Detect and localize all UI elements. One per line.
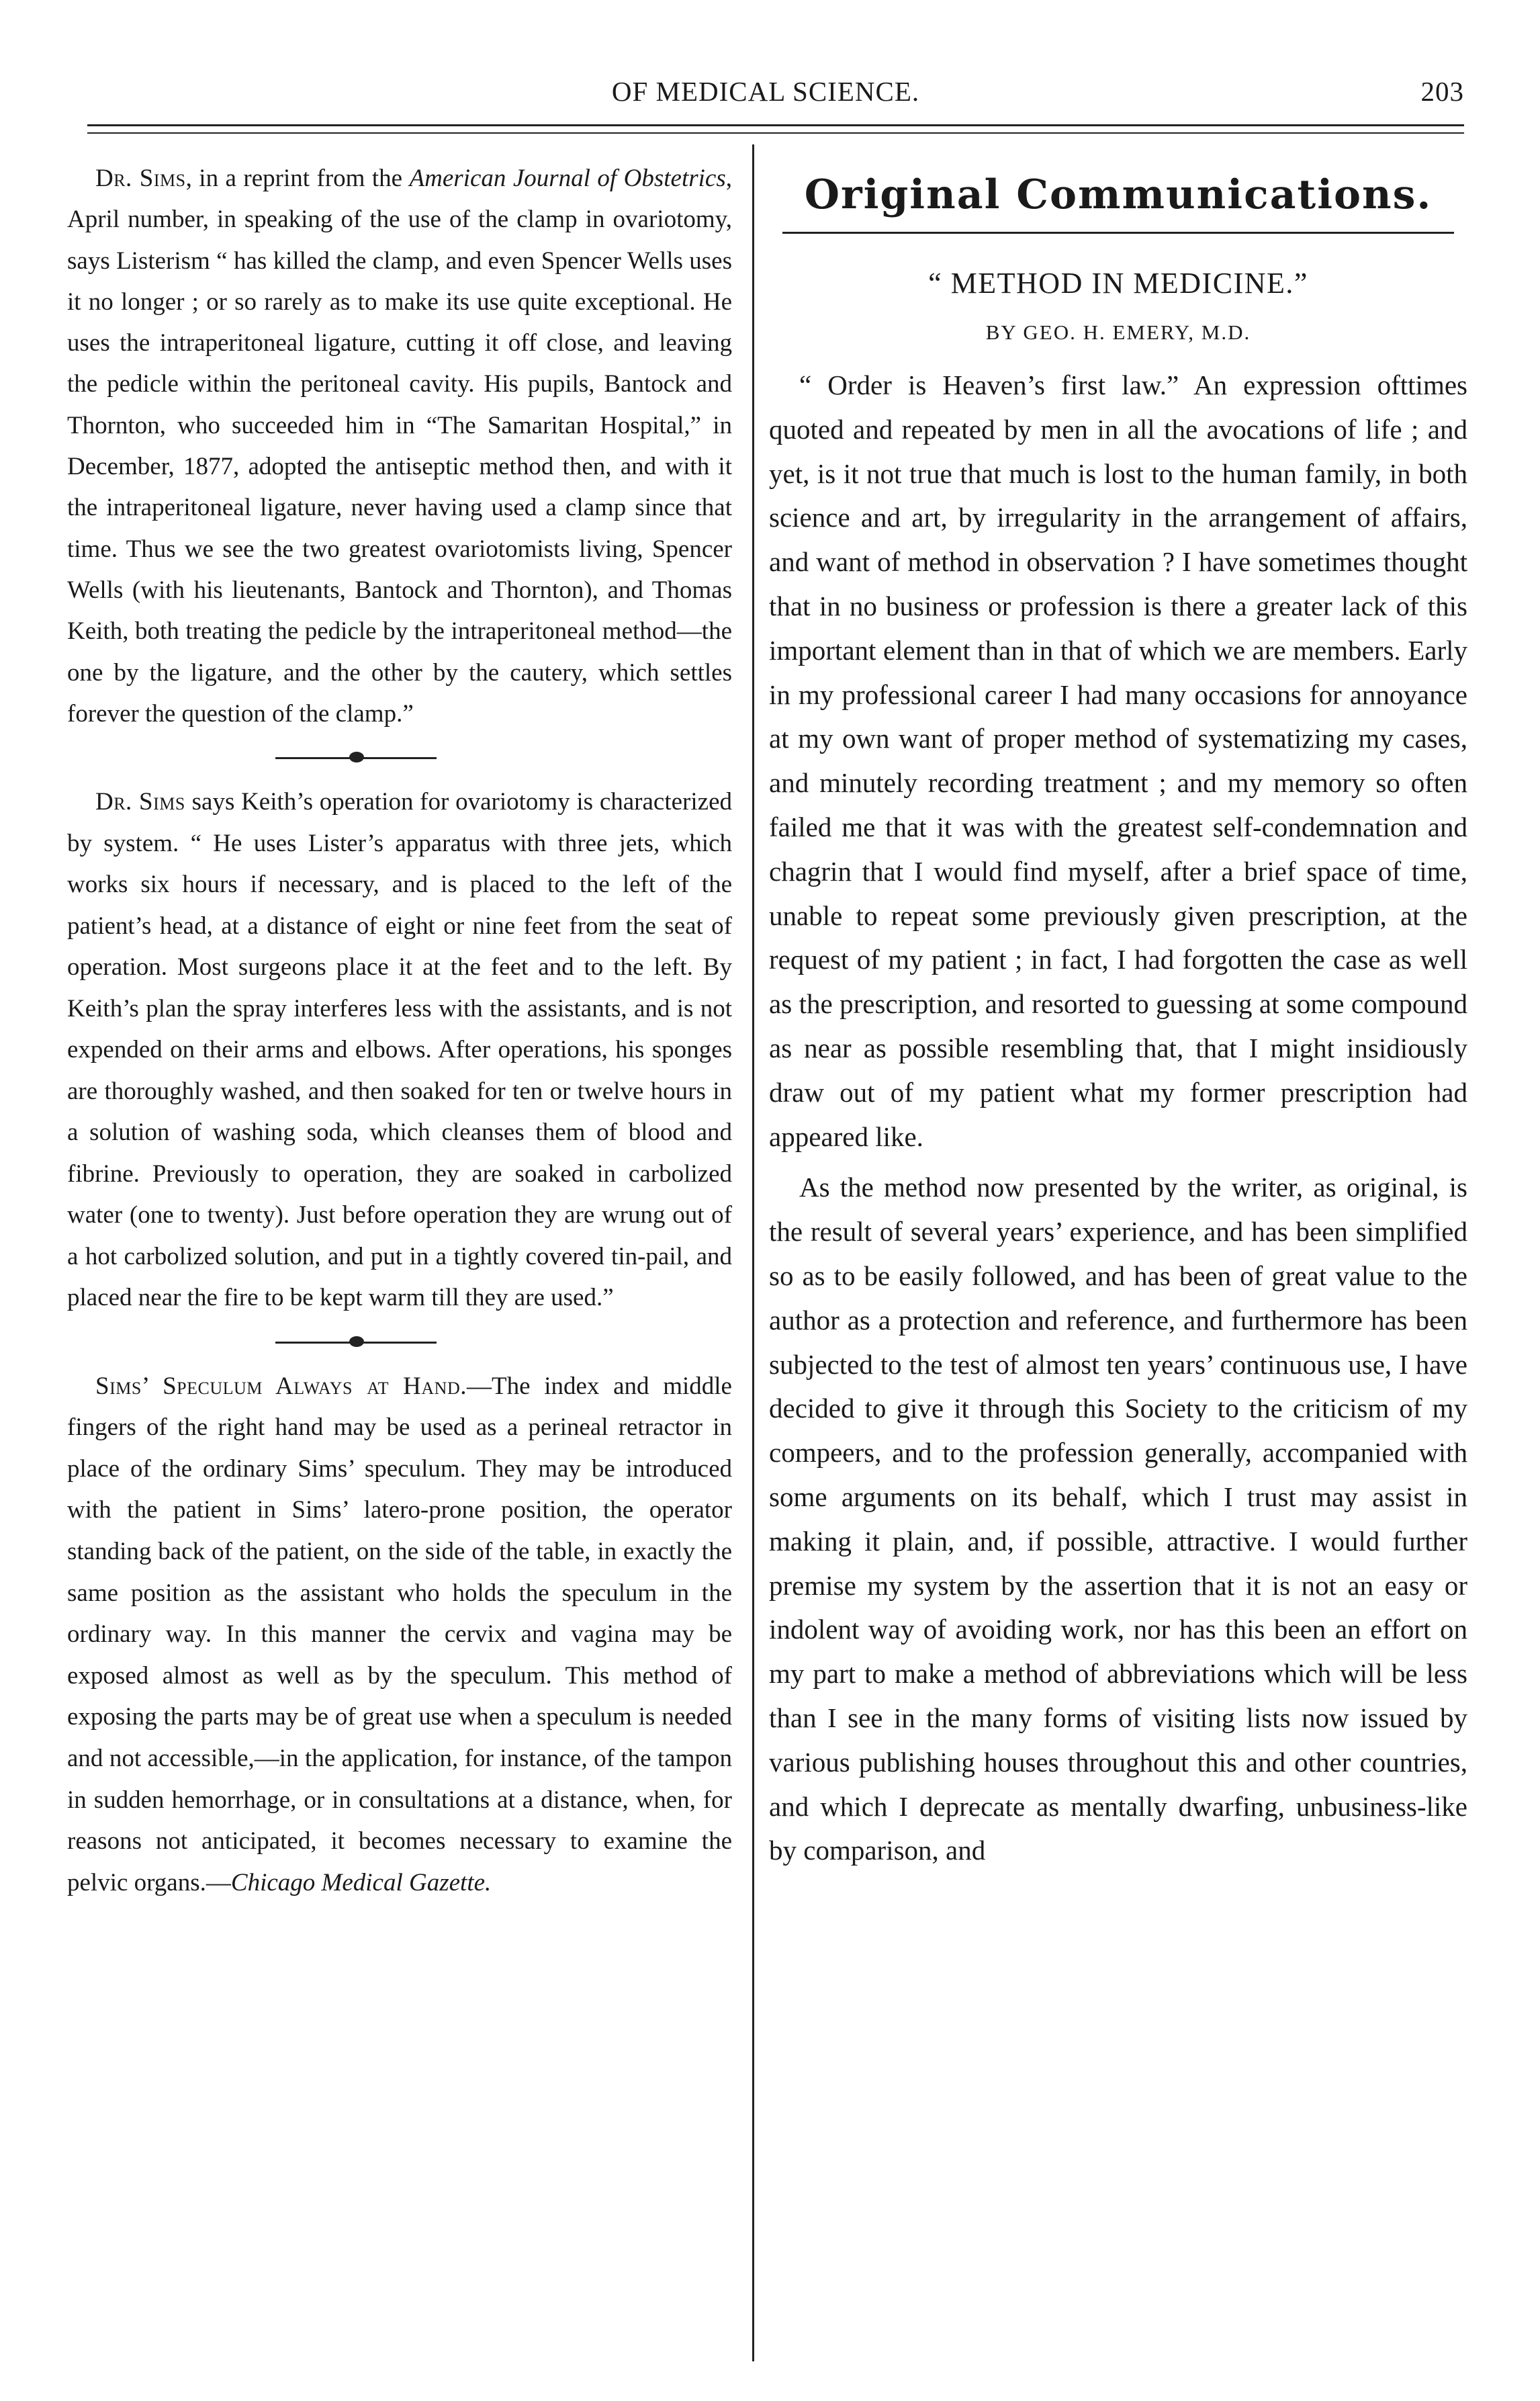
lead-name: Dr. Sims: [95, 165, 186, 192]
separator-ornament: [67, 1319, 732, 1366]
page-number: 203: [1420, 76, 1464, 107]
left-column: [67, 158, 732, 1903]
byline: BY GEO. H. EMERY, M.D.: [985, 320, 1251, 344]
right-column: [769, 158, 1467, 1873]
column-divider: [752, 144, 754, 2361]
header-rule: [87, 124, 1464, 126]
header-rule-thin: [87, 132, 1464, 134]
paragraph: As the method now presented by the writer, as original, is the result of several years’ experience, and has been simplified so as to be easily followed, and has been of great value to the author as a protection and reference, and furthermore has been subjected to the test of almost ten years’ continuous use, I have decided to give it through this Society to the criticism of my compeers, and to the profession generally, accompanied with some arguments on its behalf, which I trust may assist in making it plain, and, if possible, attractive. I would further premise my system by the assertion that it is not an easy or indolent way of avoiding work, nor has this been an effort on my part to make a method of abbreviations which will be less than I see in the many forms of visiting lists now issued by various publishing houses throughout this and other countries, and which I deprecate as mentally dwarfing, unbusiness-like by comparison, and: [769, 1172, 1467, 1866]
journal-title: American Journal of Obstetrics: [409, 165, 726, 192]
separator-ornament: [67, 734, 732, 781]
article-heading: Sims’ Speculum Always at Hand.: [95, 1372, 467, 1400]
page-header: [67, 67, 1464, 114]
section-heading: Original Communications.: [804, 171, 1433, 218]
article-title: “ METHOD IN MEDICINE.”: [928, 267, 1308, 300]
running-title: OF MEDICAL SCIENCE.: [611, 76, 920, 107]
article-speculum: Sims’ Speculum Always at Hand.—The index and middle fingers of the right hand may be used as a perineal retractor in place of the ordinary Sims’ speculum. They may be introduced with the patient in Sims’ latero-prone position, the operator standing back of the patient, on the side of the table, in exactly the same position as the assistant who holds the speculum in the ordinary way. In this manner the cervix and vagina may be exposed almost as well as by the speculum. This method of exposing the parts may be of great use when a speculum is needed and not accessible,—in the application, for instance, of the tampon in sudden hemorrhage, or in consultations at a distance, when, for reasons not anticipated, it becomes necessary to examine the pelvic organs.—Chicago Medical Gazette.: [67, 1372, 732, 1896]
section-rule: [782, 232, 1454, 234]
paragraph: “ Order is Heaven’s first law.” An expression ofttimes quoted and repeated by men in all the avocations of life ; and yet, is it not true that much is lost to the human family, in both science and art, by irregularity in the arrangement of affairs, and want of method in observation ? I have sometimes thought that in no business or profession is there a greater lack of this important element than in that of which we are members. Early in my professional career I had many occasions for annoyance at my own want of proper method of systematizing my cases, and minutely recording treatment ; and my memory so often failed me that it was with the greatest self-condemnation and chagrin that I would find myself, after a brief space of time, unable to repeat some previously given prescription, at the request of my patient ; in fact, I had forgotten the case as well as the prescription, and resorted to guessing at some compound as near as possible resembling that, that I might insidiously draw out of my patient what my former prescription had appeared like.: [769, 369, 1467, 1152]
article-keith-operation: Dr. Sims says Keith’s operation for ovariotomy is characterized by system. “ He uses Lister’s apparatus with three jets, which works six hours if necessary, and is placed to the left of the patient’s head, at a distance of eight or nine feet from the seat of operation. Most surgeons place it at the feet and to the left. By Keith’s plan the spray interferes less with the assistants, and is not expended on their arms and elbows. After operations, his sponges are thoroughly washed, and then soaked for ten or twelve hours in a solution of washing soda, which cleanses them of blood and fibrine. Previously to operation, they are soaked in carbolized water (one to twenty). Just before operation they are wrung out of a hot carbolized solution, and put in a tightly covered tin-pail, and placed near the fire to be kept warm till they are used.”: [67, 788, 732, 1312]
article-sims-clamp: Dr. Sims, in a reprint from the American Journal of Obstetrics, April number, in speaking of the use of the clamp in ovariotomy, says Listerism “ has killed the clamp, and even Spencer Wells uses it no longer ; or so rarely as to make its use quite exceptional. He uses the intraperitoneal ligature, cutting it off close, and leaving the pedicle within the peritoneal cavity. His pupils, Bantock and Thornton, who succeeded him in “The Samaritan Hospital,” in December, 1877, adopted the antiseptic method then, and with it the intraperitoneal ligature, never having used a clamp since that time. Thus we see the two greatest ovariotomists living, Spencer Wells (with his lieutenants, Bantock and Thornton), and Thomas Keith, both treating the pedicle by the intraperitoneal method—the one by the ligature, and the other by the cautery, which settles forever the question of the clamp.”: [67, 165, 732, 728]
source-citation: Chicago Medical Gazette.: [230, 1868, 492, 1896]
lead-name: Dr. Sims: [95, 788, 185, 816]
